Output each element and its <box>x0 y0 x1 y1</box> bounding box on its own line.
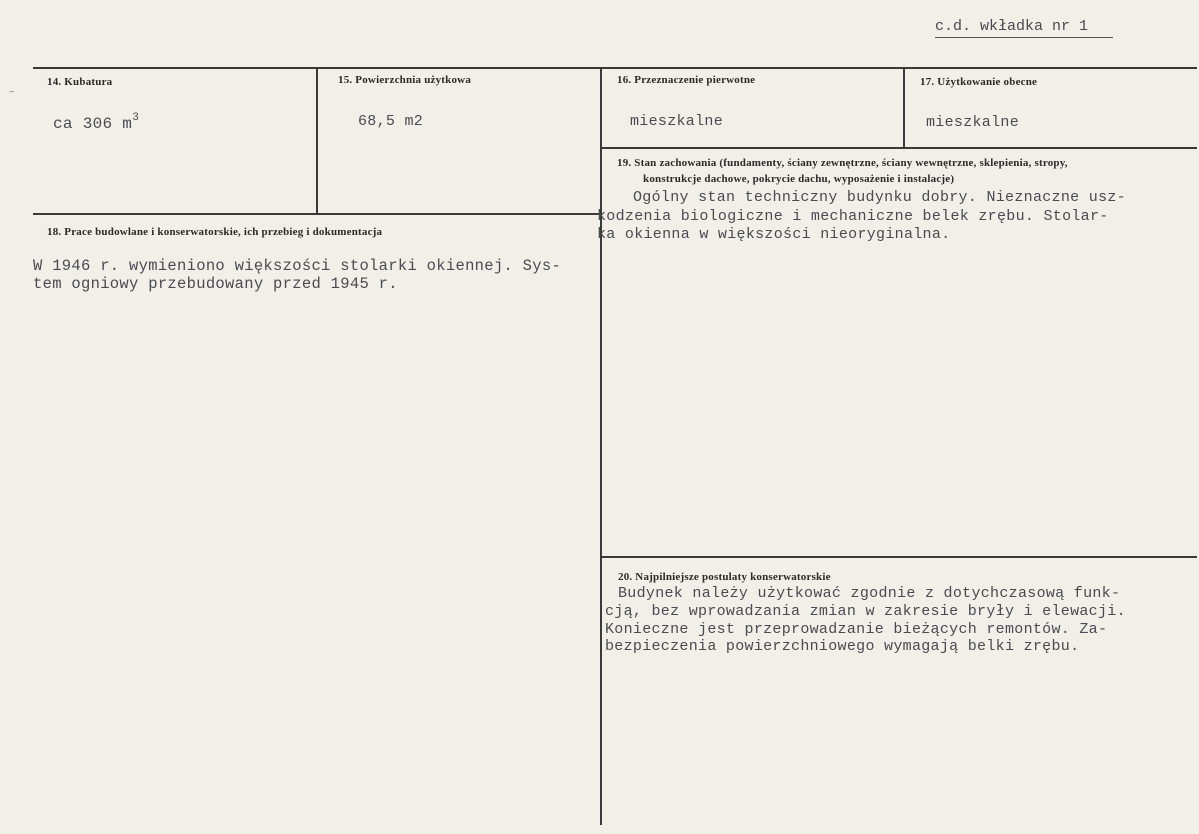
divider-14-15 <box>316 67 318 214</box>
field-20-line-3: Konieczne jest przeprowadzanie bieżących remontów. Za- <box>605 621 1108 638</box>
field-19-label-line-1: 19. Stan zachowania (fundamenty, ściany zewnętrzne, ściany wewnętrzne, sklepienia, stropy, <box>617 157 1068 169</box>
divider-19-20 <box>600 556 1197 558</box>
field-18-label: 18. Prace budowlane i konserwatorskie, ich przebieg i dokumentacja <box>47 226 383 238</box>
field-19-line-3: ka okienna w większości nieoryginalna. <box>597 226 951 243</box>
field-15-label: 15. Powierzchnia użytkowa <box>338 74 472 86</box>
field-17-label: 17. Użytkowanie obecne <box>920 76 1038 88</box>
divider-16-17 <box>903 67 905 147</box>
field-20-label: 20. Najpilniejsze postulaty konserwatorskie <box>618 571 831 583</box>
field-17-value: mieszkalne <box>926 114 1020 131</box>
field-15-value: 68,5 m2 <box>358 113 424 130</box>
insert-note: c.d. wkładka nr 1 <box>935 18 1089 35</box>
divider-16-19 <box>600 147 1197 149</box>
field-20-line-4: bezpieczenia powierzchniowego wymagają belki zrębu. <box>605 638 1080 655</box>
divider-15-16 <box>600 67 602 825</box>
field-19-label-line-2: konstrukcje dachowe, pokrycie dachu, wyposażenie i instalacje) <box>643 173 955 185</box>
field-20-line-1: Budynek należy użytkować zgodnie z dotychczasową funk- <box>618 585 1121 602</box>
field-14-value: ca 306 $m^3$ <box>53 112 140 133</box>
top-border <box>33 67 1197 69</box>
field-16-value: mieszkalne <box>630 113 724 130</box>
field-18-line-2: tem ogniowy przebudowany przed 1945 r. <box>33 275 398 293</box>
field-20-line-2: cją, bez wprowadzania zmian w zakresie bryły i elewacji. <box>605 603 1126 620</box>
field-18-line-1: W 1946 r. wymieniono większości stolarki okiennej. Sys- <box>33 257 562 275</box>
field-19-line-1: Ogólny stan techniczny budynku dobry. Nieznaczne usz- <box>633 189 1126 206</box>
field-16-label: 16. Przeznaczenie pierwotne <box>617 74 756 86</box>
margin-mark: ⁻ <box>8 87 16 101</box>
field-19-line-2: kodzenia biologiczne i mechaniczne belek zrębu. Stolar- <box>597 208 1109 225</box>
divider-14-18 <box>33 213 602 215</box>
insert-note-underline <box>935 37 1113 38</box>
field-14-label: 14. Kubatura <box>47 76 113 88</box>
